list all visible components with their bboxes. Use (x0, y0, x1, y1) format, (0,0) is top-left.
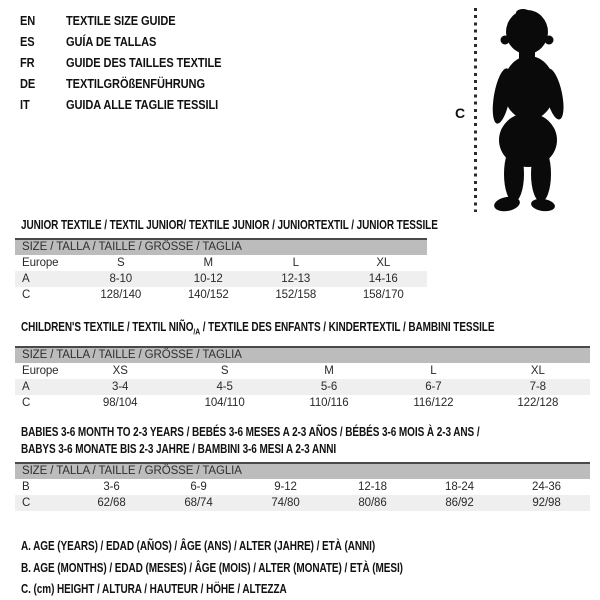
junior-size-table (15, 238, 427, 303)
language-label: TEXTILE SIZE GUIDE (66, 13, 176, 28)
table-cell: 3-6 (103, 481, 120, 493)
legend-notes (21, 536, 498, 600)
table-cell: S (116, 257, 125, 269)
table-row-c (15, 495, 590, 511)
table-cell: 14-16 (368, 273, 398, 285)
table-cell: 6-9 (190, 481, 207, 493)
table-cell: 122/128 (517, 397, 559, 409)
table-cell: B (22, 481, 30, 493)
table-cell: Europe (22, 365, 59, 377)
language-label: GUIDE DES TAILLES TEXTILE (66, 55, 222, 70)
children-section-title (21, 319, 494, 341)
baby-silhouette-image (485, 8, 567, 212)
table-cell: 116/122 (413, 397, 454, 409)
table-cell: 158/170 (362, 289, 404, 301)
table-row-a (15, 271, 427, 287)
table-cell: 128/140 (100, 289, 142, 301)
table-cell: C (22, 497, 31, 509)
table-row-b (15, 479, 590, 495)
language-label: GUIDA ALLE TAGLIE TESSILI (66, 97, 219, 112)
table-cell: C (22, 397, 31, 409)
table-row-europe (15, 363, 590, 379)
size-header-bar: SIZE / TALLA / TAILLE / GRÖSSE / TAGLIA (15, 346, 590, 363)
height-dotted-line (474, 8, 477, 212)
language-code: EN (20, 13, 36, 28)
table-cell: 4-5 (216, 381, 233, 393)
height-label-c: C (455, 105, 466, 121)
table-cell: 7-8 (529, 381, 546, 393)
table-cell: L (292, 257, 299, 269)
size-header-bar: SIZE / TALLA / TAILLE / GRÖSSE / TAGLIA (15, 238, 427, 255)
table-cell: 10-12 (193, 273, 223, 285)
table-cell: 104/110 (204, 397, 245, 409)
table-cell: A (22, 381, 30, 393)
table-row-c (15, 287, 427, 303)
table-cell: Europe (22, 257, 59, 269)
language-row-de (20, 73, 249, 94)
table-cell: L (430, 365, 437, 377)
table-cell: 18-24 (445, 481, 474, 493)
table-cell: 98/104 (102, 397, 138, 409)
children-title-pre: CHILDREN'S TEXTILE / TEXTIL NIÑO (21, 320, 194, 334)
table-cell: C (22, 289, 31, 301)
table-row-c (15, 395, 590, 411)
table-cell: S (220, 365, 229, 377)
table-cell: M (203, 257, 213, 269)
table-cell: XL (376, 257, 391, 269)
note-c: C. (cm) HEIGHT / ALTURA / HAUTEUR / HÖHE / ALTEZZA (21, 582, 287, 596)
note-b: B. AGE (MONTHS) / EDAD (MESES) / ÂGE (MOIS) / ALTER (MONATE) / ETÀ (MESI) (21, 560, 403, 575)
table-cell: 74/80 (271, 497, 300, 509)
table-cell: 6-7 (425, 381, 442, 393)
table-cell: A (22, 273, 30, 285)
note-a: A. AGE (YEARS) / EDAD (AÑOS) / ÂGE (ANS) / ALTER (JAHRE) / ETÀ (ANNI) (21, 539, 376, 553)
table-cell: XS (112, 365, 128, 377)
language-row-fr (20, 52, 249, 73)
table-cell: 9-12 (274, 481, 297, 493)
table-row-europe (15, 255, 427, 271)
language-code: ES (20, 34, 35, 49)
language-row-it (20, 94, 249, 115)
language-code: FR (20, 55, 35, 70)
language-row-es (20, 31, 249, 52)
language-label: TEXTILGRÖßENFÜHRUNG (66, 76, 205, 91)
babies-size-table (15, 462, 590, 511)
table-cell: 80/86 (358, 497, 387, 509)
children-title-post: / TEXTILE DES ENFANTS / KINDERTEXTIL / BAMBINI TESSILE (200, 320, 495, 334)
table-cell: 12-18 (358, 481, 387, 493)
table-cell: 152/158 (275, 289, 317, 301)
table-row-a (15, 379, 590, 395)
table-cell: 140/152 (187, 289, 229, 301)
table-cell: XL (530, 365, 545, 377)
size-header-bar: SIZE / TALLA / TAILLE / GRÖSSE / TAGLIA (15, 462, 590, 479)
language-row-en (20, 10, 249, 31)
language-code: DE (20, 76, 36, 91)
table-cell: 110/116 (309, 397, 349, 409)
babies-section-title-line1: BABIES 3-6 MONTH TO 2-3 YEARS / BEBÉS 3-6 MESES A 2-3 AÑOS / BÉBÉS 3-6 MOIS À 2-3 ANS / (21, 425, 480, 439)
table-cell: 24-36 (532, 481, 561, 493)
table-cell: 92/98 (532, 497, 561, 509)
children-size-table (15, 346, 590, 411)
table-cell: 12-13 (281, 273, 311, 285)
language-label: GUÍA DE TALLAS (66, 34, 157, 49)
children-title-sub: /A (193, 326, 201, 337)
table-cell: 5-6 (320, 381, 338, 393)
language-list (20, 10, 249, 115)
junior-section-title: JUNIOR TEXTILE / TEXTIL JUNIOR/ TEXTILE JUNIOR / JUNIORTEXTIL / JUNIOR TESSILE (21, 218, 438, 232)
language-code: IT (20, 97, 30, 112)
table-cell: 86/92 (445, 497, 474, 509)
babies-section-title-line2: BABYS 3-6 MONATE BIS 2-3 JAHRE / BAMBINI 3-6 MESI A 2-3 ANNI (21, 442, 337, 456)
table-cell: 8-10 (109, 273, 133, 285)
table-cell: M (324, 365, 334, 377)
table-cell: 3-4 (112, 381, 129, 393)
table-cell: 68/74 (184, 497, 213, 509)
table-cell: 62/68 (97, 497, 126, 509)
